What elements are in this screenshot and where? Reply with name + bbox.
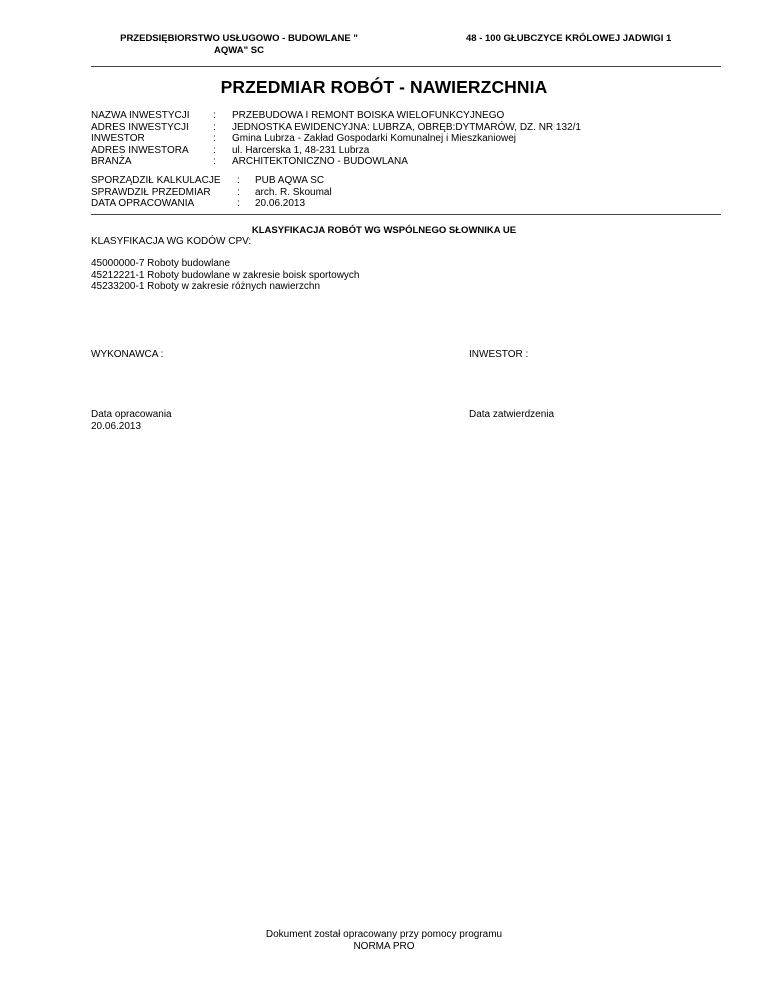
info-separator: :: [213, 133, 216, 144]
contractor-label: WYKONAWCA :: [91, 349, 164, 360]
cpv-code-item: 45212221-1 Roboty budowlane w zakresie boisk sportowych: [91, 269, 360, 281]
footer-note: [0, 929, 768, 952]
cpv-code-list: [91, 258, 360, 293]
info-value: ul. Harcerska 1, 48-231 Lubrza: [232, 144, 370, 156]
prep-date-value: 20.06.2013: [91, 420, 142, 432]
company-name-line2: AQWA" SC: [214, 45, 264, 56]
info-value: JEDNOSTKA EWIDENCYJNA: LUBRZA, OBRĘB:DYTMARÓW, DZ. NR 132/1: [232, 121, 581, 133]
info-value: ARCHITEKTONICZNO - BUDOWLANA: [232, 156, 408, 167]
info-value: PRZEBUDOWA I REMONT BOISKA WIELOFUNKCYJNEGO: [232, 110, 505, 121]
info-label: BRANŻA: [91, 156, 132, 167]
info-separator: :: [213, 156, 216, 167]
prep-label: SPORZĄDZIŁ KALKULACJE: [91, 175, 221, 186]
company-name: [104, 33, 374, 57]
info-value: Gmina Lubrza - Zakład Gospodarki Komunalnej i Mieszkaniowej: [232, 133, 517, 144]
info-separator: :: [213, 144, 216, 156]
prep-label: DATA OPRACOWANIA: [91, 198, 195, 209]
cpv-code-item: 45233200-1 Roboty w zakresie różnych nawierzchn: [91, 281, 321, 292]
header-divider: [91, 66, 721, 67]
info-separator: :: [213, 121, 216, 133]
company-address: 48 - 100 GŁUBCZYCE KRÓLOWEJ JADWIGI 1: [466, 33, 672, 44]
prep-separator: :: [237, 198, 240, 209]
prep-label: SPRAWDZIŁ PRZEDMIAR: [91, 186, 211, 198]
cpv-label: KLASYFIKACJA WG KODÓW CPV:: [91, 236, 252, 247]
info-label: INWESTOR: [91, 133, 145, 144]
footer-line2: NORMA PRO: [353, 940, 415, 952]
prep-date-label: Data opracowania: [91, 409, 172, 420]
approval-date-label: Data zatwierdzenia: [469, 409, 555, 420]
info-label: ADRES INWESTORA: [91, 144, 189, 156]
prep-value: 20.06.2013: [255, 198, 306, 209]
section-divider: [91, 214, 721, 215]
investor-label: INWESTOR :: [469, 349, 529, 360]
prep-value: PUB AQWA SC: [255, 175, 325, 186]
classification-title: KLASYFIKACJA ROBÓT WG WSPÓLNEGO SŁOWNIKA UE: [251, 225, 517, 236]
prep-value: arch. R. Skoumal: [255, 186, 332, 198]
prep-separator: :: [237, 186, 240, 198]
document-title: PRZEDMIAR ROBÓT - NAWIERZCHNIA: [220, 77, 548, 97]
info-label: ADRES INWESTYCJI: [91, 121, 189, 133]
company-name-line1: PRZEDSIĘBIORSTWO USŁUGOWO - BUDOWLANE ": [120, 33, 358, 44]
info-separator: :: [213, 110, 216, 121]
prep-date-block: [91, 409, 172, 432]
cpv-code-item: 45000000-7 Roboty budowlane: [91, 258, 230, 269]
footer-line1: Dokument został opracowany przy pomocy programu: [265, 929, 503, 940]
prep-separator: :: [237, 175, 240, 186]
info-label: NAZWA INWESTYCJI: [91, 110, 190, 121]
